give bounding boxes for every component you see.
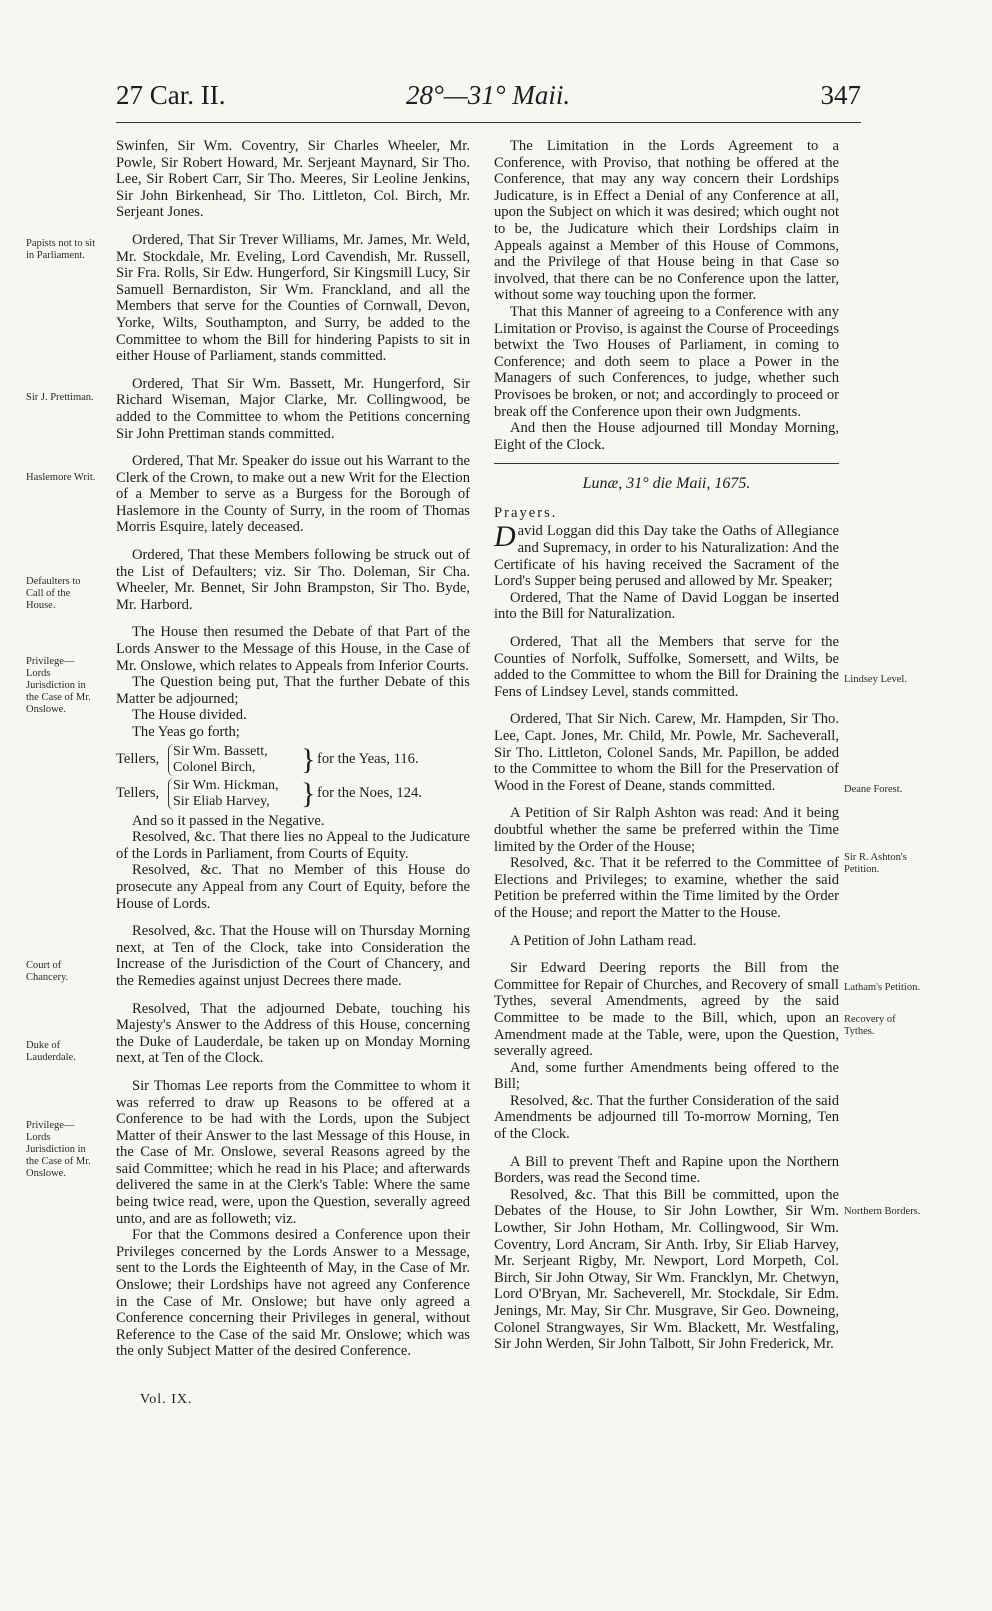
paragraph: Resolved, &c. That no Member of this House do prosecute any Appeal from any Court of Equity, before the House of Lords. bbox=[116, 862, 470, 912]
paragraph: And so it passed in the Negative. bbox=[132, 812, 325, 829]
paragraph: Ordered, That these Members following be struck out of the List of Defaulters; viz. Sir Tho. Doleman, Sir Cha. Wheeler, Mr. Bennet, Sir John Brampston, Sir Tho. Byde, Mr. Harbord. bbox=[116, 547, 470, 613]
right-column bbox=[494, 138, 839, 1353]
volume-footer: Vol. IX. bbox=[140, 1392, 193, 1407]
paragraph: Ordered, That Sir Nich. Carew, Mr. Hampden, Sir Tho. Lee, Capt. Jones, Mr. Child, Mr. Powle, Mr. Sacheverall, Sir Tho. Littleton, Colonel Sands, Mr. Papillon, be added to the Committee to whom the Bill for the Preservation of Wood in the Forest of Deane, stands committed. bbox=[494, 711, 839, 794]
paragraph: Resolved, &c. That the House will on Thursday Morning next, at Ten of the Clock, take into Consideration the Increase of the Jurisdiction of the Court of Chancery, and the Remedies against unjust Decrees there made. bbox=[116, 923, 470, 989]
paragraph: A Petition of Sir Ralph Ashton was read: And it being doubtful whether the same be preferred within the Time limited by the Order of the House; bbox=[494, 805, 839, 855]
paragraph: Ordered, That Sir Wm. Bassett, Mr. Hungerford, Sir Richard Wiseman, Major Clarke, Mr. Collingwood, be added to the Committee to whom the Petitions concerning Sir John Prettiman stands committed. bbox=[116, 375, 470, 442]
margin-note-papists: Papists not to sit in Parliament. bbox=[26, 238, 96, 261]
paragraph: Resolved, &c. That there lies no Appeal to the Judicature of the Lords in Parliament, from Courts of Equity. bbox=[116, 829, 470, 862]
page-number: 347 bbox=[820, 80, 861, 110]
paragraph: Sir Thomas Lee reports from the Committee to whom it was referred to draw up Reasons to be offered at a Conference to be had with the Lords, upon the Subject Matter of their Answer to the last Message of this House, in the Case of Mr. Onslowe, several Reasons agreed by the said Committee; which he read in his Place; and afterwards delivered the same in at the Clerk's Table: Where the same being twice read, were, upon the Question, severally agreed unto, and are as followeth; viz. bbox=[116, 1077, 470, 1227]
tellers-label: Tellers, bbox=[116, 751, 160, 768]
margin-note-tythes: Recovery of Tythes. bbox=[844, 1014, 896, 1037]
paragraph: And, some further Amendments being offered to the Bill; bbox=[494, 1059, 839, 1093]
tellers-names bbox=[168, 744, 301, 776]
margin-note-borders: Northern Borders. bbox=[844, 1206, 921, 1217]
brace: } bbox=[301, 776, 316, 810]
running-head-left: 27 Car. II. bbox=[116, 80, 226, 110]
paragraph: Resolved, &c. That it be referred to the Committee of Elections and Privileges; to examine, whether the said Petition be preferred within the Time limited by the Order of the House; and report the Matter to the House. bbox=[494, 855, 839, 921]
margin-note-ashton: Sir R. Ashton's Petition. bbox=[844, 852, 907, 875]
paragraph: The House divided. bbox=[132, 707, 247, 724]
tellers-noes bbox=[116, 777, 470, 811]
drop-cap: D bbox=[494, 520, 516, 554]
paragraph: Resolved, &c. That the further Consideration of the said Amendments be adjourned till To-morrow Morning, Ten of the Clock. bbox=[494, 1092, 839, 1143]
margin-note-privilege-2: Privilege— Lords Jurisdiction in the Case of Mr. Onslowe. bbox=[26, 1120, 91, 1179]
tellers-yeas bbox=[116, 743, 470, 777]
paragraph: And then the House adjourned till Monday Morning, Eight of the Clock. bbox=[494, 420, 839, 453]
running-head-dates: 28°—31° Maii. bbox=[406, 80, 571, 110]
margin-note-defaulters: Defaulters to Call of the House. bbox=[26, 576, 81, 611]
teller-name: Sir Wm. Bassett, bbox=[173, 743, 268, 759]
paragraph: Sir Edward Deering reports the Bill from the Committee for Repair of Churches, and Recovery of small Tythes, several Amendments, agreed by the said Committee to be made to the Bill, which, upon an Amendment made at the Table, were, upon the Question, severally agreed. bbox=[494, 960, 839, 1060]
noes-result: for the Noes, 124. bbox=[317, 785, 422, 802]
paragraph bbox=[494, 520, 839, 590]
paragraph: A Petition of John Latham read. bbox=[510, 932, 697, 949]
page-header bbox=[116, 80, 861, 124]
left-column bbox=[116, 138, 470, 1360]
margin-note-latham: Latham's Petition. bbox=[844, 982, 920, 993]
margin-note-chancery: Court of Chancery. bbox=[26, 960, 69, 983]
margin-note-deane: Deane Forest. bbox=[844, 784, 903, 795]
paragraph: The House then resumed the Debate of that Part of the Lords Answer to the Message of this House, in the Case of Mr. Onslowe, which relates to Appeals from Inferior Courts. bbox=[116, 624, 470, 674]
teller-name: Colonel Birch, bbox=[173, 759, 256, 775]
paragraph: Swinfen, Sir Wm. Coventry, Sir Charles Wheeler, Mr. Powle, Sir Robert Howard, Mr. Serjeant Maynard, Sir Tho. Lee, Sir Robert Carr, Sir Tho. Meeres, Sir Leoline Jenkins, Sir John Birkenhead, Sir Tho. Littleton, Col. Birch, Mr. Serjeant Jones. bbox=[116, 138, 470, 221]
division-tellers bbox=[116, 743, 470, 811]
paragraph-text: avid Loggan did this Day take the Oaths of Allegiance and Supremacy, in order to his Naturalization: And the Certificate of his having received the Sacrament of the Lord's Supper being perused and allowed by Mr. Speaker; bbox=[494, 523, 839, 590]
margin-note-privilege-1: Privilege— Lords Jurisdiction in the Case of Mr. Onslowe. bbox=[26, 656, 91, 715]
paragraph: The Yeas go forth; bbox=[132, 724, 240, 740]
paragraph: Ordered, That all the Members that serve for the Counties of Norfolk, Suffolke, Somersett, and Wilts, be added to the Committee to whom the Bill for Draining the Fens of Lindsey Level, stands committed. bbox=[494, 634, 839, 700]
paragraph: Ordered, That the Name of David Loggan be inserted into the Bill for Naturalization. bbox=[494, 589, 839, 623]
paragraph: For that the Commons desired a Conference upon their Privileges concerned by the Lords Answer to a Message, sent to the Lords the Eighteenth of May, in the Case of Mr. Onslowe; their Lordships have not agreed any Conference in the Case of Mr. Onslowe; but have only agreed a Conference concerning their Privileges in general, without Reference to the Case of the said Mr. Onslowe; which was the only Subject Matter of the desired Conference. bbox=[116, 1227, 470, 1360]
margin-note-lauderdale: Duke of Lauderdale. bbox=[26, 1040, 76, 1063]
yeas-result: for the Yeas, 116. bbox=[317, 751, 419, 768]
tellers-label: Tellers, bbox=[116, 785, 160, 802]
paragraph: That this Manner of agreeing to a Conference with any Limitation or Proviso, is against the Course of Proceedings betwixt the Two Houses of Parliament, in coming to Conference; and doth seem to place a Power in the Managers of such Conferences, to judge, whether such Provisoes be broken, or not; and accordingly to proceed or break off the Conference upon their own Judgments. bbox=[494, 303, 839, 420]
paragraph: Ordered, That Sir Trever Williams, Mr. James, Mr. Weld, Mr. Stockdale, Mr. Eveling, Lord Cavendish, Mr. Russell, Sir Fra. Rolls, Sir Edw. Hungerford, Sir Kingsmill Lucy, Sir Samuell Bernardiston, Sir Wm. Franckland, and all the Members that serve for the Counties of Cornwall, Devon, Yorke, Wilts, Southampton, and Surry, be added to the Committee to whom the Bill for hindering Papists to sit in either House of Parliament, stands committed. bbox=[116, 231, 470, 365]
teller-name: Sir Wm. Hickman, bbox=[173, 777, 279, 793]
day-heading: Lunæ, 31° die Maii, 1675. bbox=[582, 475, 751, 493]
section-rule bbox=[494, 463, 839, 464]
tellers-names bbox=[168, 778, 301, 810]
paragraph: The Limitation in the Lords Agreement to a Conference, with Proviso, that nothing be offered at the Conference, that may any way concern their Lordships Judicature, is in Effect a Denial of any Conference at all, upon the Subject on which it was desired; which ought not to be, the Judicature which their Lordships claim in Appeals against a Member of this House of Commons, and the Privilege of that House being in that Case so involved, that there can be no Conference upon the latter, without some way touching upon the former. bbox=[494, 138, 839, 304]
paragraph: A Bill to prevent Theft and Rapine upon the Northern Borders, was read the Second time. bbox=[494, 1153, 839, 1187]
paragraph: Resolved, &c. That this Bill be committed, upon the Debates of the House, to Sir John Lowther, Sir Wm. Lowther, Sir John Hotham, Mr. Collingwood, Sir Wm. Coventry, Lord Ancram, Sir Anth. Irby, Sir Eliab Harvey, Mr. Serjeant Rigby, Mr. Newport, Lord Morpeth, Col. Birch, Sir John Otway, Sir Wm. Francklyn, Mr. Chetwyn, Lord O'Bryan, Mr. Sacheverell, Mr. Stockdale, Sir Edm. Jenings, Mr. May, Sir Chr. Musgrave, Sir Geo. Downeing, Colonel Strangwayes, Sir Wm. Blackett, Mr. Westfaling, Sir John Werden, Sir John Talbott, Sir John Frederick, Mr. bbox=[494, 1186, 839, 1353]
paragraph: Resolved, That the adjourned Debate, touching his Majesty's Answer to the Address of this House, concerning the Duke of Lauderdale, be taken up on Monday Morning next, at Ten of the Clock. bbox=[116, 1000, 470, 1067]
brace: } bbox=[301, 742, 316, 776]
margin-note-lindsey: Lindsey Level. bbox=[844, 674, 907, 685]
margin-note-haslemore: Haslemore Writ. bbox=[26, 472, 96, 483]
paragraph: Ordered, That Mr. Speaker do issue out his Warrant to the Clerk of the Crown, to make out a new Writ for the Election of a Member to serve as a Burgess for the Borough of Haslemore in the County of Surry, in the room of Thomas Morris Esquire, lately deceased. bbox=[116, 453, 470, 536]
paragraph: The Question being put, That the further Debate of this Matter be adjourned; bbox=[116, 674, 470, 707]
teller-name: Sir Eliab Harvey, bbox=[173, 793, 270, 809]
margin-note-prettiman: Sir J. Prettiman. bbox=[26, 392, 94, 403]
prayers-heading: Prayers. bbox=[494, 504, 558, 521]
header-rule bbox=[116, 122, 861, 123]
